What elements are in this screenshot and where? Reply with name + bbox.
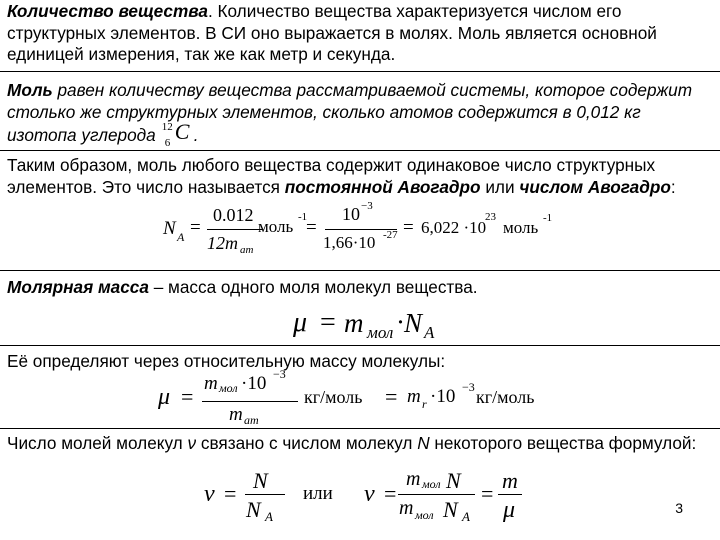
subscript-r: r — [422, 397, 427, 411]
unit-kg-per-mol: кг/моль — [476, 387, 535, 407]
denominator-mu: μ — [503, 497, 516, 523]
numerator-exponent: −3 — [273, 367, 286, 381]
subscript-a: A — [462, 509, 470, 524]
symbol-m: m — [407, 386, 421, 407]
subscript-at: ат — [244, 413, 259, 427]
unit-mol: моль — [503, 218, 539, 237]
page-number: 3 — [675, 500, 683, 516]
numerator-m: m — [502, 468, 518, 493]
subscript-mol: мол — [415, 508, 434, 522]
unit-exponent: -1 — [543, 212, 553, 224]
multiplication-dot: · — [396, 307, 405, 337]
mole-definition-end: . — [193, 125, 199, 145]
moles-text: связано с числом молекул — [196, 433, 418, 453]
carbon-isotope — [156, 119, 194, 149]
equals-sign: = — [385, 384, 398, 409]
molar-mass-text: – масса одного моля молекул вещества. — [148, 277, 478, 297]
equals-sign: = — [306, 217, 317, 238]
intro-text: . Количество вещества характеризуется числом его структурных элементов. В СИ оно выражается в молях. Моль является основной единицей измерения, так же как метр и секунда. — [7, 1, 657, 64]
molar-mass-paragraph — [7, 277, 715, 299]
fraction-numerator: 0.012 — [213, 205, 254, 225]
avogadro-text: Таким образом, моль любого вещества содержит одинаковое число структурных элементов. Это число называется — [7, 155, 656, 197]
avogadro-exponent: 23 — [485, 211, 496, 223]
subscript-at: ат — [240, 244, 254, 256]
symbol-nu: ν — [187, 433, 197, 453]
formula-avogadro — [0, 200, 720, 265]
term-molar-mass: Молярная масса — [7, 277, 149, 297]
denominator-n: N — [246, 497, 261, 522]
avogadro-or: или — [480, 176, 520, 197]
subscript-mol: мол — [367, 323, 394, 342]
numerator-n: N — [253, 468, 268, 493]
unit-kg-per-mol: кг/моль — [304, 387, 363, 407]
symbol-m: m — [344, 308, 364, 338]
unit-exponent: -1 — [298, 211, 308, 223]
fraction-bar — [398, 494, 475, 495]
subscript-a: A — [177, 230, 185, 244]
subscript-mol: мол — [219, 381, 238, 395]
equals-sign: = — [481, 481, 494, 506]
avogadro-colon: : — [670, 176, 676, 197]
numerator-exponent: −3 — [361, 200, 373, 212]
mole-definition — [7, 80, 715, 147]
mole-definition-text: равен количеству вещества рассматриваемой системы, которое содержит столько же структурных элементов, сколько атомов содержится в 0,012 кг изотопа углерода — [7, 80, 693, 145]
symbol-n: N — [417, 433, 430, 453]
symbol-nu: ν — [204, 481, 215, 507]
separator — [0, 345, 720, 346]
separator — [0, 150, 720, 151]
moles-text: Число молей молекул — [7, 433, 188, 453]
relative-mass-text: Её определяют через относительную массу молекулы: — [7, 351, 446, 371]
numerator-power: ·10 — [241, 373, 267, 394]
equals-sign: = — [181, 384, 194, 409]
isotope-mass-number: 12 — [161, 121, 173, 133]
equals-sign: = — [320, 307, 336, 338]
symbol-mu: μ — [158, 384, 171, 410]
fraction-denominator: 1,66·10 — [323, 233, 376, 252]
formula-moles — [0, 468, 720, 528]
unit-mol: моль — [258, 217, 294, 236]
denominator-m: m — [399, 497, 414, 519]
equals-sign: = — [384, 481, 397, 506]
symbol-mu: μ — [293, 307, 308, 338]
fraction-bar — [498, 494, 522, 495]
moles-text: некоторого вещества формулой: — [429, 433, 697, 453]
symbol-nu: ν — [364, 481, 375, 507]
avogadro-paragraph — [7, 155, 719, 198]
relative-exponent: −3 — [462, 380, 475, 394]
moles-paragraph — [7, 433, 715, 455]
fraction-bar — [202, 401, 298, 402]
equals-sign: = — [403, 217, 414, 238]
subscript-mol: мол — [422, 477, 441, 491]
numerator-m: m — [406, 468, 421, 490]
numerator-m: m — [204, 373, 218, 394]
fraction-bar — [207, 229, 263, 230]
isotope-symbol: C — [174, 119, 190, 144]
separator — [0, 71, 720, 72]
term-amount-of-substance: Количество вещества — [7, 1, 208, 21]
term-mole: Моль — [7, 80, 53, 100]
symbol-n: N — [404, 308, 423, 338]
relative-power: ·10 — [430, 386, 456, 407]
fraction-numerator: 10 — [342, 204, 360, 224]
isotope-atomic-number: 6 — [164, 137, 171, 149]
equals-sign: = — [190, 217, 201, 238]
equals-sign: = — [224, 481, 237, 506]
term-avogadro-constant: постоянной Авогадро — [284, 176, 481, 197]
separator — [0, 270, 720, 271]
separator — [0, 428, 720, 429]
word-or: или — [303, 483, 333, 504]
denominator-exponent: -27 — [383, 229, 398, 241]
symbol-n: N — [163, 218, 176, 239]
subscript-a: A — [424, 323, 435, 342]
fraction-denominator: 12m — [207, 233, 238, 253]
avogadro-value: 6,022 ·10 — [421, 218, 487, 237]
term-avogadro-number: числом Авогадро — [519, 176, 671, 197]
fraction-bar — [245, 494, 285, 495]
intro-paragraph — [7, 1, 715, 66]
formula-relative-mass — [0, 367, 720, 428]
denominator-m: m — [229, 404, 243, 425]
denominator-n: N — [443, 497, 458, 522]
numerator-n: N — [446, 468, 461, 493]
subscript-a: A — [265, 509, 273, 524]
formula-molar-mass — [0, 305, 720, 345]
